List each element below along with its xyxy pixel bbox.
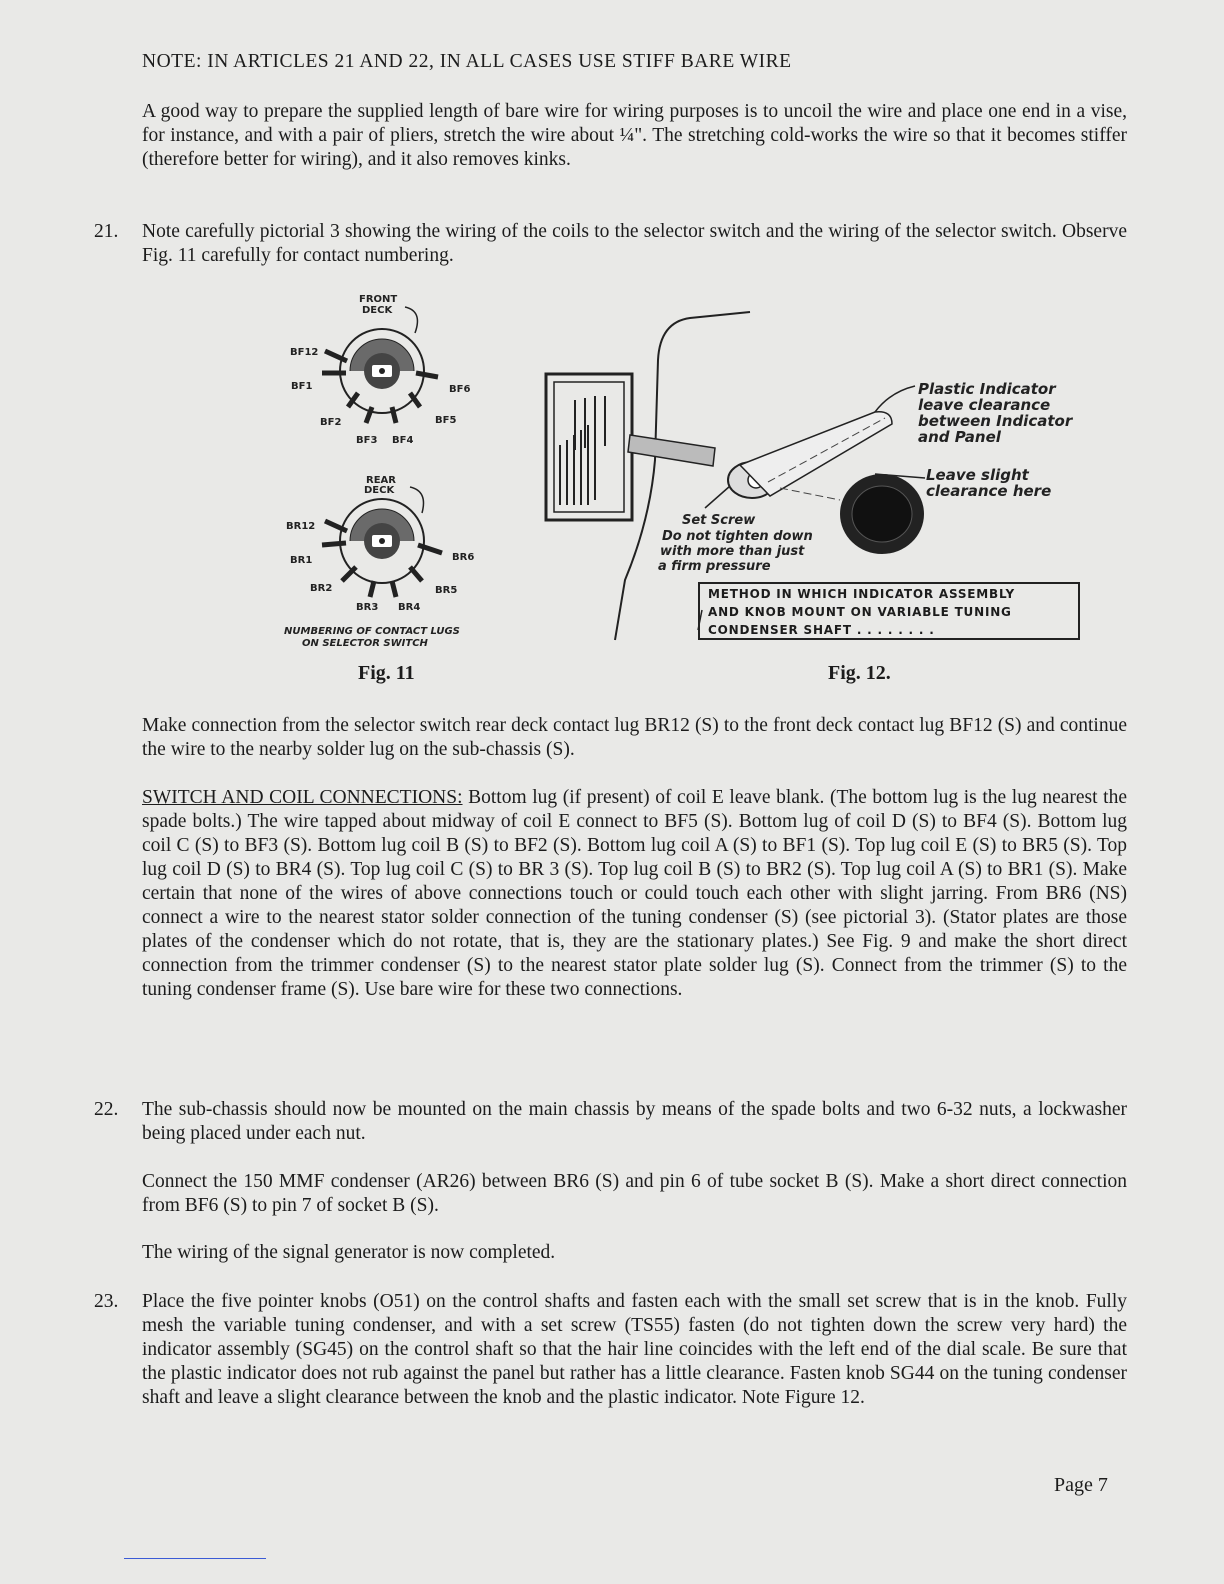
fig11-note-line-1: NUMBERING OF CONTACT LUGS — [284, 626, 460, 637]
step-21-number: 21. — [94, 221, 119, 242]
lug-br1: BR1 — [290, 555, 313, 566]
front-deck-label-1: FRONT — [359, 294, 398, 305]
rear-deck-label-2: DECK — [364, 485, 395, 496]
scan-mark-line — [124, 1558, 266, 1559]
method-box-line-3: CONDENSER SHAFT . . . . . . . . — [708, 623, 935, 637]
step-22-text: The sub-chassis should now be mounted on the main chassis by means of the spade bolts and two 6-32 nuts, a lockwasher being placed under each nut. — [142, 1099, 1127, 1144]
connection-paragraph: Make connection from the selector switch rear deck contact lug BR12 (S) to the front deck contact lug BF12 (S) and continue the wire to the nearby solder lug on the sub-chassis (S). — [142, 715, 1127, 760]
completion-paragraph: The wiring of the signal generator is now completed. — [142, 1242, 556, 1263]
clearance-label-1: Leave slight — [926, 466, 1029, 484]
lug-bf3: BF3 — [356, 435, 378, 446]
fig11-diagram — [270, 285, 510, 655]
setscrew-label-4: a firm pressure — [658, 559, 771, 574]
indicator-label-4: and Panel — [918, 428, 1001, 446]
lug-bf2: BF2 — [320, 417, 342, 428]
method-box-line-2: AND KNOB MOUNT ON VARIABLE TUNING — [708, 605, 1012, 619]
page-number: Page 7 — [1054, 1474, 1108, 1496]
step-21-text: Note carefully pictorial 3 showing the wiring of the coils to the selector switch and the wiring of the selector switch. Observe Fig. 11 carefully for contact numbering. — [142, 221, 1127, 266]
lug-bf5: BF5 — [435, 415, 457, 426]
condenser-paragraph: Connect the 150 MMF condenser (AR26) between BR6 (S) and pin 6 of tube socket B (S). Make a short direct connection from BF6 (S) to pin 7 of socket B (S). — [142, 1171, 1127, 1216]
switch-coil-paragraph — [142, 786, 1127, 1002]
indicator-label-2: leave clearance — [918, 396, 1051, 414]
fig11-caption: Fig. 11 — [358, 662, 415, 684]
step-23-text: Place the five pointer knobs (O51) on the control shafts and fasten each with the small set screw that is in the knob. Fully mesh the variable tuning condenser, and with a set screw (TS55) fasten (do not tighten down the screw very hard) the indicator assembly (SG45) on the control shaft so that the hair line coincides with the left end of the dial scale. Be sure that the plastic indicator does not rub against the panel but rather has a little clearance. Fasten knob SG44 on the tuning condenser shaft and leave a slight clearance between the knob and the plastic indicator. Note Figure 12. — [142, 1291, 1127, 1408]
note-heading: NOTE: IN ARTICLES 21 AND 22, IN ALL CASES USE STIFF BARE WIRE — [142, 51, 792, 72]
intro-paragraph: A good way to prepare the supplied length of bare wire for wiring purposes is to uncoil the wire and place one end in a vise, for instance, and with a pair of pliers, stretch the wire about ¼". The stretching cold-works the wire so that it becomes stiffer (therefore better for wiring), and it also removes kinks. — [142, 101, 1127, 170]
front-deck-label-2: DECK — [362, 305, 393, 316]
setscrew-label-3: with more than just — [660, 544, 805, 559]
lug-bf1: BF1 — [291, 381, 313, 392]
lug-br4: BR4 — [398, 602, 421, 613]
lug-bf6: BF6 — [449, 384, 471, 395]
setscrew-label-1: Set Screw — [682, 513, 756, 528]
indicator-label-1: Plastic Indicator — [918, 380, 1056, 398]
switch-coil-text: Bottom lug (if present) of coil E leave blank. (The bottom lug is the lug nearest the spade bolts.) The wire tapped about midway of coil E connect to BF5 (S). Bottom lug of coil D (S) to BF4 (S). Bottom lug coil C (S) to BF3 (S). Bottom lug coil B (S) to BF2 (S). Bottom lug coil A (S) to BF1 (S). Top lug coil E (S) to BR5 (S). Top lug coil D (S) to BR4 (S). Top lug coil C (S) to BR 3 (S). Top lug coil B (S) to BR2 (S). Top lug coil A (S) to BR1 (S). Make certain that none of the wires of above connections touch or could touch each other with slight jarring. From BR6 (NS) connect a wire to the nearest stator solder connection of the tuning condenser (S) (see pictorial 3). (Stator plates are those plates of the condenser which do not rotate, that is, they are the stationary plates.) See Fig. 9 and make the short direct connection from the trimmer condenser (S) to the nearest stator plate solder lug (S). Connect from the trimmer (S) to the tuning condenser frame (S). Use bare wire for these two connections. — [142, 787, 1127, 1000]
lug-br5: BR5 — [435, 585, 458, 596]
switch-coil-heading: SWITCH AND COIL CONNECTIONS: — [142, 787, 463, 808]
lug-br3: BR3 — [356, 602, 379, 613]
fig11-note-line-2: ON SELECTOR SWITCH — [302, 638, 428, 649]
front-deck-switch — [322, 329, 438, 423]
lug-br2: BR2 — [310, 583, 333, 594]
fig12-caption: Fig. 12. — [828, 662, 891, 684]
step-23-number: 23. — [94, 1291, 119, 1312]
indicator-label-3: between Indicator — [918, 412, 1073, 430]
step-22-number: 22. — [94, 1099, 119, 1120]
clearance-label-2: clearance here — [926, 482, 1052, 500]
setscrew-label-2: Do not tighten down — [662, 529, 813, 544]
rear-deck-label-1: REAR — [366, 475, 396, 486]
lug-bf4: BF4 — [392, 435, 414, 446]
rear-deck-switch — [322, 499, 442, 597]
lug-br12: BR12 — [286, 521, 316, 532]
lug-br6: BR6 — [452, 552, 475, 563]
lug-bf12: BF12 — [290, 347, 319, 358]
method-box — [698, 582, 1080, 640]
method-box-line-1: METHOD IN WHICH INDICATOR ASSEMBLY — [708, 587, 1016, 601]
